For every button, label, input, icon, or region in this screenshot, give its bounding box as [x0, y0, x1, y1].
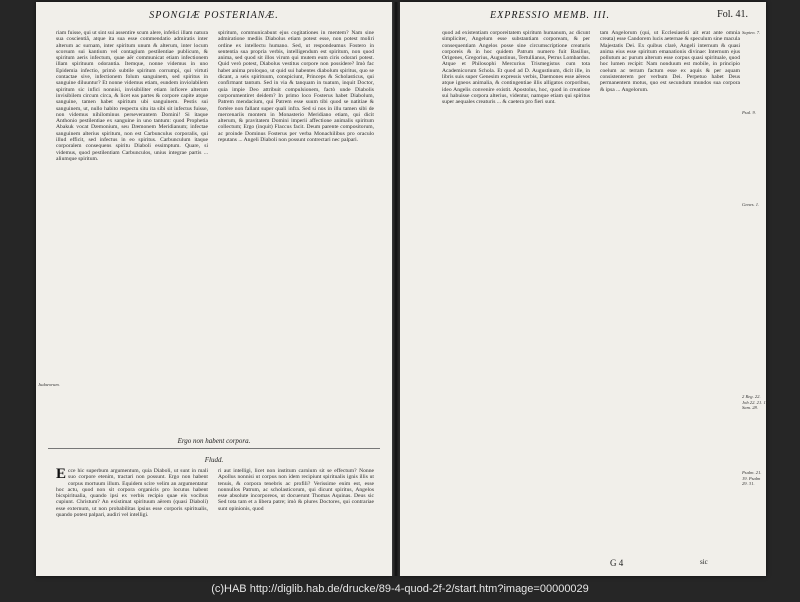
left-column-2: spiritum, communicabunt ejus cogitationes in mentem? Nam sine admiratione mediis Diabolus etiam potest esse, non potest moliri ordine ex intellectu humano. Sed, ut respondeamus Fostero in sententia sua propria verbis, intelligendum est spiritum, non quod anima, sed quod sit illos virum qui mutem eum ciris odorari potest. Quid verò potest, Diabolus vestitus corpore non possidere? Imò fac habet anima proloquo, ut quid sui habentes diabolum spiritus, quo se dicant, a seis spirituum, conspiciunt, Princeps & Scholasticus, qui confirmant tantum. Sed in via & tanquam in tuatum, inquit Doctor, quia impie Deo attribuit compulsionem, factò unde Diabolis corporumentiret deidem? In primo loco Fosterus habet Diabolum, Patrem mendacium, qui Patrem esse suum tibi quod se natitiae & fortère non fallant super quali infra. Sed si nos in illu tamen sibi de mercenariis montem in Monasterio Meridiano etiam, qui dicit alterum, & pravitatem Domini imperii affectione animalis spiritum collectum; Ergo (inquit) Flaccus facit. Deum parente compositorum, ac proinde Dominus Fosterus per verba Monachilibus pro oraculo reputans ... Angeli Diaboli non possunt contrectari nec palpari. — [218, 30, 374, 144]
left-column-1: riam fuisse, qui ut sint sui assentire scum alere, infelici illam natura sua coscientiâ, atque ita sua esse commendatio admiratis inter alterum ac surnam, inter spiritum unum & alterum, inter locum scorsum sui kantium vel contagium pestilentiae publicum, & spiritum aeris infectum, quae aër communicat etiam infectionem illam spirituum odorantia. Itemque, nonne videmus in uno Epidemia infectio, primò subtile spiritum corrumpi, qui virtuti contactae sive, infectionem folum sanguinem, sed spiritus in sanguine diluuntur? Et nonne videmus etiam, eundem inviolabilem spiritum sic infici nonnisi, invisibiliter etiam inficere alterum invisibilem circum circa, & licet eas partes & corpore capite atque sanguine, tamen habet spiritum ubi sanguinem. Pestis sui sanguinem, ut, nullo habito respectu situ ita sibi sit infectus fuisse, non videmus nihilominus perseverantem Domini! Si itaque Anthonio pestilentiae ex sanguine in uno tantum: quod Prophetia Abakuk vocat Dæmonium, seu Dæmonem Meridianum; infectae sanguinem alterius spiritum, non est Carbunculus corporalis, qui illud efficit, sed infectus in eo spiritus. Carbunculum itaque corporalem consequens spiritu Diaboli essimptum. Quare, si videmus, quod pestilentiam Carbunculos, unius integrae partis ... aliumque spiritum. — [56, 30, 208, 162]
left-column-4: ri aut intelligi, licet non institum carnium sit se effectum? Nonne Apollus nonnisi ut corpus non idem recipiunt spiritualis ignis illis ut tenuis, & corpora tenebris ac profili? Verissime enim est, esse nonnullos Patrum, ac scholasticorum, qui dicunt spiritus, Angelos esse absolute incorporeos, ut docuerunt Thomas Aquinas. Deus sic Sed tota tam et a libera patre; imò & plures Doctores, qui contrariae sunt opinionis, quod — [218, 468, 374, 512]
right-column-2: tam Angelorum (qui, ut Ecclesiastici ait erat ante omnia creata) esse Candorem lucis aeternae & speculum sine macula Majestatis Dei. Ex quibus clarè, Angeli internum & quasi anima eius esse spiritum emanationis divinae: Internum ejus pollutum ac purum alterum esse corpus quasi spirituale, quod hoc lumen recipit: Nam nonduum est mobile, in principio coelum ac terram factum esse ex aquis & per aquam consistenterem per verbum Dei. Perpetuo habet Deus permanentem motus, quo est secundum mundos sua corpora & ipsa ... Angelorum. — [600, 30, 740, 93]
folio-number: Fol. 41. — [717, 9, 748, 20]
catchword: sic — [700, 558, 708, 566]
right-margin-note-4: 2 Reg. 22. Job 22. 21. 1 Sam. 28. — [742, 394, 766, 410]
right-running-head: EXPRESSIO MEMB. III. — [490, 10, 610, 21]
left-column-3-text: cce hic superbum argumentum, quia Diaboli, ut sunt in mali suo corpore etenim, tractari non possunt. Ergo non habent corpus mortuum illum. Equidem scire velim an argumentatur hoc actu, quod non sit corpora organicis pro locutus habent bicspiritualia, quando ipsi ex verbis recipio quae eis vocibus cupiunt. Christum? An existimat spirituum aërem (quasi Diaboli) esse externum, ut non probabilitas ipsius esse corporis spiritualis, quando potest palpari, audiri vel intelligi. — [56, 468, 208, 519]
section-heading-fludd: Fludd. — [204, 456, 224, 464]
signature-mark: G 4 — [610, 558, 624, 568]
footer-credit: (c)HAB http://diglib.hab.de/drucke/89-4-quod-2f-2/start.htm?image=00000029 — [211, 583, 589, 595]
drop-cap: E — [56, 468, 67, 482]
right-column-1: quod ad existentiam corporeitatem spiritum humanum, ac dicunt simpliciter, Angelum esse substantiam corpoream, & per consequentiam Angelos posse sine circumscriptione creaturis corporeis & in hoc quidem Patrum numero fuit Basilius, Origenes, Gregorius, Augustinus, Tertullianus, Petrus Lombardus. Atque et Philosophi Mercurius Trismegistus cum tota Academicorum Schola. Et quod ad D. Augustinum, dicit ille, in libris suis super Genesim expressis verbis, Daemones esse aëreos atque igneos animalia, & contingentiae illis alligatos corporibus, ideo Angelis convenire existit. Apostolus, hoc, quod in creatione sui habuisse corpora alterius, videntur, namque etiam qui spiritus super aequales creaturis ... & caetera pro fieri sunt. — [442, 30, 590, 106]
left-column-3 — [56, 468, 208, 572]
section-heading-ergo: Ergo non habent corpora. — [177, 437, 251, 445]
right-margin-note-5: Psalm. 21. 19. Psalm 29. 31. — [742, 470, 762, 486]
left-margin-note: Judaeorum. — [38, 382, 60, 387]
right-margin-note-1: Sapien. 7. — [742, 30, 761, 35]
right-margin-note-2: Psal. 9. — [742, 110, 756, 115]
left-page — [36, 2, 392, 576]
section-rule — [48, 448, 380, 449]
right-margin-note-3: Genes. 1. — [742, 202, 760, 207]
left-running-head: SPONGIÆ POSTERIANÆ. — [149, 10, 279, 21]
right-page — [400, 2, 766, 576]
book-gutter — [392, 2, 400, 576]
